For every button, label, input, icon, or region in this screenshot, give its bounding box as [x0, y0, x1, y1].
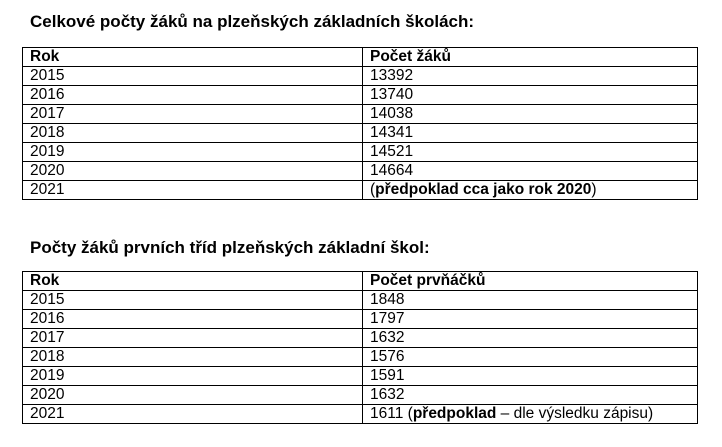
paren-close: ) [591, 181, 597, 198]
count-cell: 1576 [363, 348, 698, 367]
section2-heading: Počty žáků prvních tříd plzeňských základní škol: [30, 238, 430, 257]
table-row [23, 405, 698, 424]
count-cell: 1632 [363, 386, 698, 405]
table-header-row [23, 272, 698, 291]
year-cell: 2021 [23, 181, 363, 200]
count-cell: 1797 [363, 310, 698, 329]
table-row [23, 310, 698, 329]
table-row [23, 105, 698, 124]
estimate-note-rest: – dle výsledku zápisu) [496, 405, 654, 422]
paren-open: ( [370, 181, 376, 198]
count-cell: 14664 [363, 162, 698, 181]
year-cell: 2017 [23, 105, 363, 124]
table-row [23, 124, 698, 143]
estimate-cell [363, 181, 698, 200]
table-row [23, 181, 698, 200]
table-row [23, 291, 698, 310]
table-row [23, 143, 698, 162]
count-cell: 14038 [363, 105, 698, 124]
year-cell: 2019 [23, 143, 363, 162]
table-row [23, 348, 698, 367]
value-prefix: 1611 ( [370, 405, 413, 422]
table-row [23, 67, 698, 86]
count-cell: 1848 [363, 291, 698, 310]
estimate-note: předpoklad [412, 405, 497, 422]
count-cell: 14341 [363, 124, 698, 143]
estimate-cell [363, 405, 698, 424]
count-cell: 1632 [363, 329, 698, 348]
year-cell: 2017 [23, 329, 363, 348]
table-header-row [23, 48, 698, 67]
estimate-note: předpoklad cca jako rok 2020 [375, 181, 592, 198]
count-cell: 14521 [363, 143, 698, 162]
year-cell: 2015 [23, 291, 363, 310]
first-graders-table [22, 271, 698, 424]
year-cell: 2018 [23, 124, 363, 143]
section1-heading: Celkové počty žáků na plzeňských základních školách: [30, 12, 475, 31]
column-header-year: Rok [23, 272, 363, 291]
year-cell: 2018 [23, 348, 363, 367]
table-row [23, 329, 698, 348]
year-cell: 2015 [23, 67, 363, 86]
count-cell: 1591 [363, 367, 698, 386]
year-cell: 2019 [23, 367, 363, 386]
table-row [23, 386, 698, 405]
table-row [23, 162, 698, 181]
year-cell: 2020 [23, 386, 363, 405]
column-header-first-graders: Počet prvňáčků [363, 272, 698, 291]
column-header-pupil-count: Počet žáků [363, 48, 698, 67]
year-cell: 2016 [23, 86, 363, 105]
table-row [23, 86, 698, 105]
count-cell: 13392 [363, 67, 698, 86]
total-pupils-table [22, 47, 698, 200]
count-cell: 13740 [363, 86, 698, 105]
column-header-year: Rok [23, 48, 363, 67]
year-cell: 2021 [23, 405, 363, 424]
year-cell: 2020 [23, 162, 363, 181]
table-row [23, 367, 698, 386]
year-cell: 2016 [23, 310, 363, 329]
